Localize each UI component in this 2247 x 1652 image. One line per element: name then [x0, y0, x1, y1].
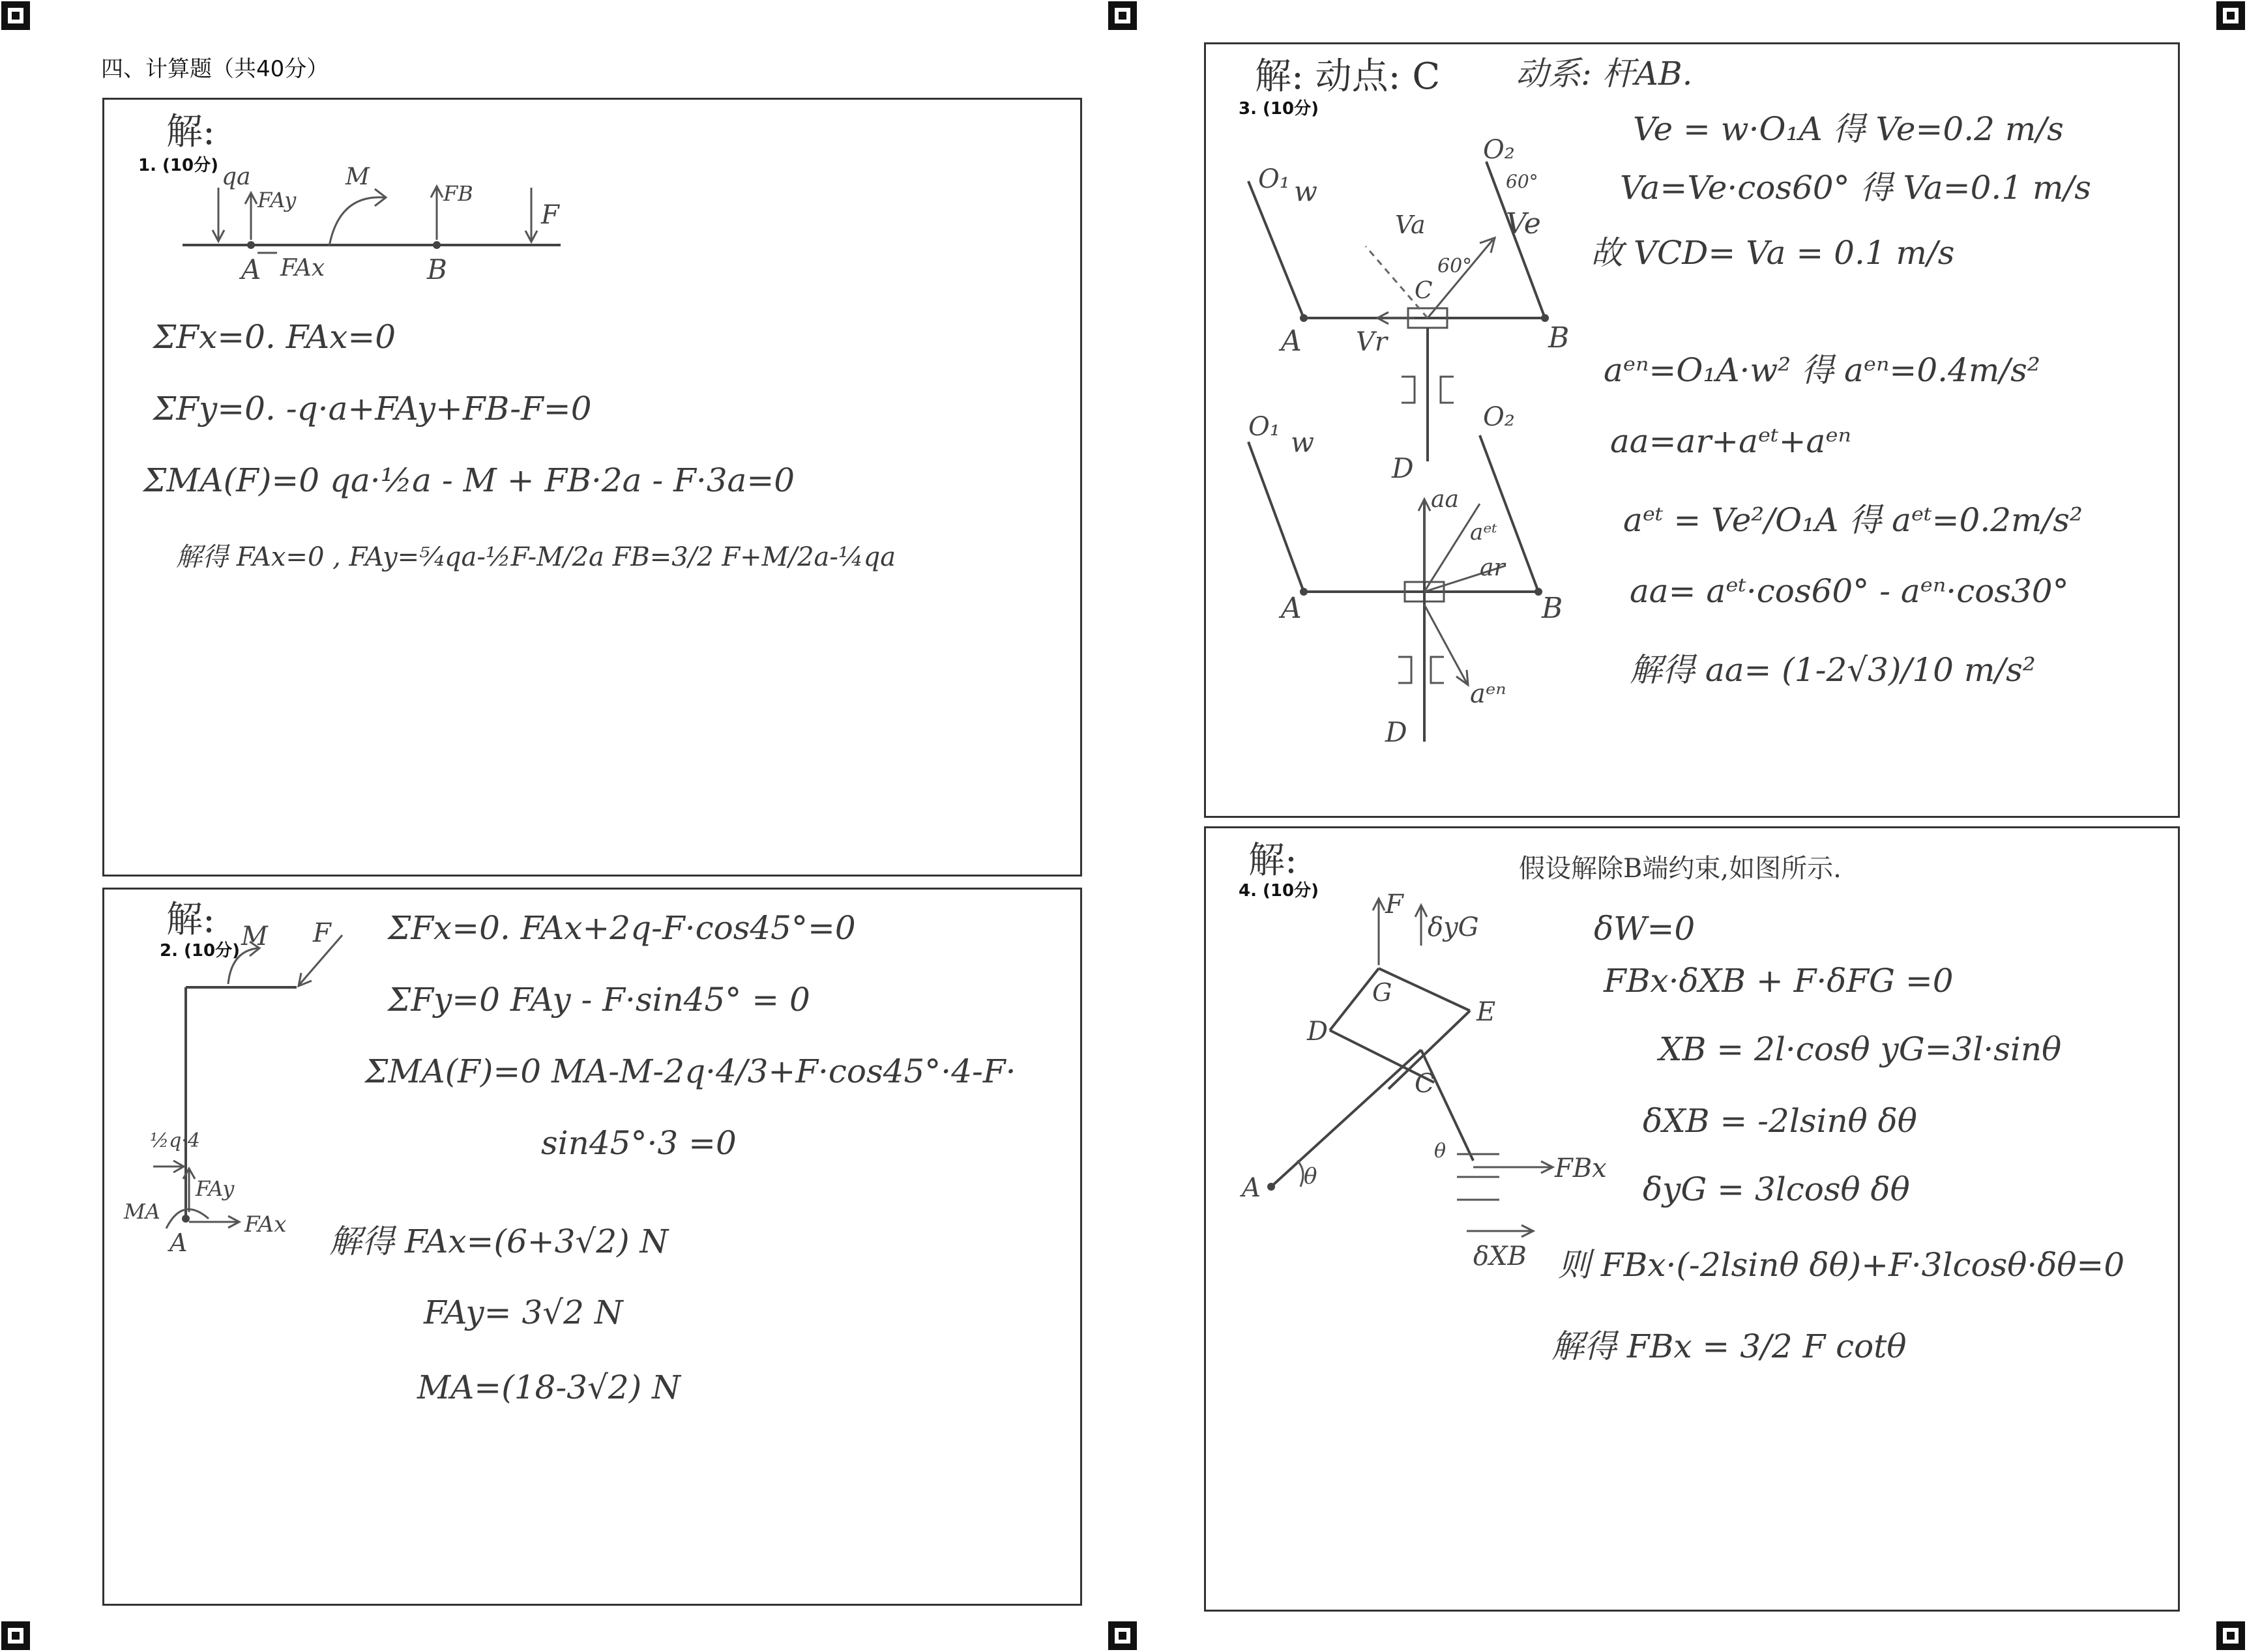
equation-line: ΣMA(F)=0 MA-M-2q·4/3+F·cos45°·4-F·	[365, 1052, 1016, 1090]
label-a-lower: A	[1281, 592, 1302, 625]
label-g: G	[1372, 978, 1392, 1007]
label-o1-lower: O₁	[1248, 412, 1280, 442]
label-fax: FAx	[280, 255, 325, 282]
label-dyg: δyG	[1428, 912, 1479, 942]
answer-box-q4	[1204, 826, 2180, 1612]
equation-line: aᵉᵗ = Ve²/O₁A 得 aᵉᵗ=0.2m/s²	[1623, 501, 2083, 539]
equation-line: Va=Ve·cos60° 得 Va=0.1 m/s	[1620, 169, 2091, 207]
equation-line: 故 VCD= Va = 0.1 m/s	[1591, 234, 1955, 272]
label-dxb: δXB	[1473, 1241, 1527, 1271]
corner-marker-bottom-left	[1, 1621, 30, 1650]
label-d-upper: D	[1392, 452, 1414, 484]
label-o2-lower: O₂	[1483, 402, 1515, 432]
label-load: ½q·4	[150, 1129, 200, 1152]
label-d-lower: D	[1385, 716, 1407, 748]
label-a: A	[241, 254, 261, 285]
label-fay: FAy	[196, 1176, 235, 1201]
jie-heading: 解:	[166, 899, 215, 941]
answer-box-q2	[102, 888, 1082, 1606]
label-f: F	[313, 918, 331, 948]
question-label: 2. (10分)	[160, 941, 240, 961]
equation-line: XB = 2l·cosθ yG=3l·sinθ	[1659, 1030, 2062, 1068]
equation-line: ΣFy=0. -q·a+FAy+FB-F=0	[153, 390, 592, 427]
label-ma: MA	[124, 1199, 160, 1224]
label-theta-b: θ	[1434, 1140, 1447, 1163]
label-b: B	[427, 254, 447, 285]
corner-marker-bottom-center	[1108, 1621, 1137, 1650]
equation-line: Ve = w·O₁A 得 Ve=0.2 m/s	[1633, 110, 2064, 148]
label-qa: qa	[222, 164, 251, 190]
label-f: F	[1385, 890, 1403, 920]
label-c: C	[1415, 1069, 1435, 1099]
label-w-upper: w	[1294, 175, 1317, 207]
equation-line: δyG = 3lcosθ δθ	[1643, 1170, 1910, 1208]
free-body-diagram-q1	[169, 164, 626, 285]
equation-line: FBx·δXB + F·δFG =0	[1604, 962, 1954, 1000]
corner-marker-top-left	[1, 1, 30, 30]
constraint-heading: 假设解除B端约束,如图所示.	[1519, 854, 1842, 884]
label-m: M	[241, 921, 268, 951]
kinematics-diagram-q3	[1219, 96, 1571, 748]
label-b-upper: B	[1548, 321, 1570, 355]
equation-line: aᵉⁿ=O₁A·w² 得 aᵉⁿ=0.4m/s²	[1604, 351, 2040, 389]
equation-line: MA=(18-3√2) N	[417, 1369, 681, 1406]
equation-line: sin45°·3 =0	[541, 1124, 737, 1162]
label-ve: Ve	[1506, 207, 1541, 240]
label-vr: Vr	[1356, 327, 1388, 357]
label-m: M	[345, 164, 370, 190]
question-label: 1. (10分)	[138, 156, 218, 175]
equation-line: ΣMA(F)=0 qa·½a - M + FB·2a - F·3a=0	[143, 461, 795, 499]
corner-marker-bottom-right	[2216, 1621, 2245, 1650]
label-a: A	[1242, 1173, 1261, 1203]
label-a-upper: A	[1281, 325, 1302, 358]
label-aa: aa	[1431, 486, 1459, 513]
label-60-mid: 60°	[1437, 255, 1473, 278]
label-a: A	[169, 1228, 188, 1257]
equation-line: 解得 FBx = 3/2 F cotθ	[1551, 1327, 1907, 1365]
equation-line: FAy= 3√2 N	[424, 1294, 623, 1331]
label-o1-upper: O₁	[1258, 164, 1290, 194]
equation-line: ΣFx=0. FAx+2q-F·cos45°=0	[388, 909, 856, 947]
corner-marker-top-center	[1108, 1, 1137, 30]
moving-frame-heading: 动系: 杆AB.	[1516, 55, 1693, 93]
label-theta-a: θ	[1304, 1163, 1317, 1189]
label-b-lower: B	[1542, 592, 1563, 625]
question-label: 4. (10分)	[1239, 881, 1319, 901]
equation-line: 解得 FAx=0 , FAy=⁵⁄₄qa-½F-M/2a FB=3/2 F+M/2a-¼qa	[176, 542, 896, 572]
label-o2-upper: O₂	[1483, 135, 1515, 165]
label-fax: FAx	[244, 1211, 287, 1238]
label-va: Va	[1395, 210, 1426, 239]
equation-line: 解得 FAx=(6+3√2) N	[329, 1223, 669, 1260]
label-60-upper: 60°	[1506, 171, 1538, 192]
label-fb: FB	[443, 181, 473, 206]
label-fay: FAy	[257, 188, 297, 212]
question-label: 3. (10分)	[1239, 99, 1319, 119]
label-f: F	[541, 200, 559, 230]
label-fbx: FBx	[1555, 1153, 1607, 1183]
jie-heading: 解:	[1248, 839, 1297, 882]
equation-line: aa=ar+aᵉᵗ+aᵉⁿ	[1610, 422, 1851, 460]
virtual-work-diagram-q4	[1226, 874, 1607, 1271]
label-c: C	[1415, 278, 1433, 304]
label-aet: aᵉᵗ	[1470, 519, 1497, 545]
equation-line: δXB = -2lsinθ δθ	[1643, 1102, 1917, 1140]
label-w-lower: w	[1291, 426, 1314, 458]
free-body-diagram-q2	[117, 918, 391, 1261]
jie-heading: 解: 动点: C	[1255, 55, 1441, 98]
jie-heading: 解:	[166, 111, 215, 153]
equation-line: aa= aᵉᵗ·cos60° - aᵉⁿ·cos30°	[1630, 572, 2069, 610]
answer-box-q1	[102, 98, 1082, 877]
label-d: D	[1307, 1017, 1329, 1047]
equation-line: 解得 aa= (1-2√3)/10 m/s²	[1630, 651, 2036, 689]
equation-line: δW=0	[1594, 910, 1696, 948]
section-title: 四、计算题（共40分）	[101, 56, 329, 82]
equation-line: 则 FBx·(-2lsinθ δθ)+F·3lcosθ·δθ=0	[1558, 1246, 2125, 1284]
corner-marker-top-right	[2216, 1, 2245, 30]
answer-box-q3	[1204, 42, 2180, 818]
label-aen: aᵉⁿ	[1470, 679, 1506, 709]
equation-line: ΣFy=0 FAy - F·sin45° = 0	[388, 981, 810, 1019]
equation-line: ΣFx=0. FAx=0	[153, 318, 396, 356]
label-ar: ar	[1480, 555, 1505, 581]
label-e: E	[1476, 997, 1496, 1027]
